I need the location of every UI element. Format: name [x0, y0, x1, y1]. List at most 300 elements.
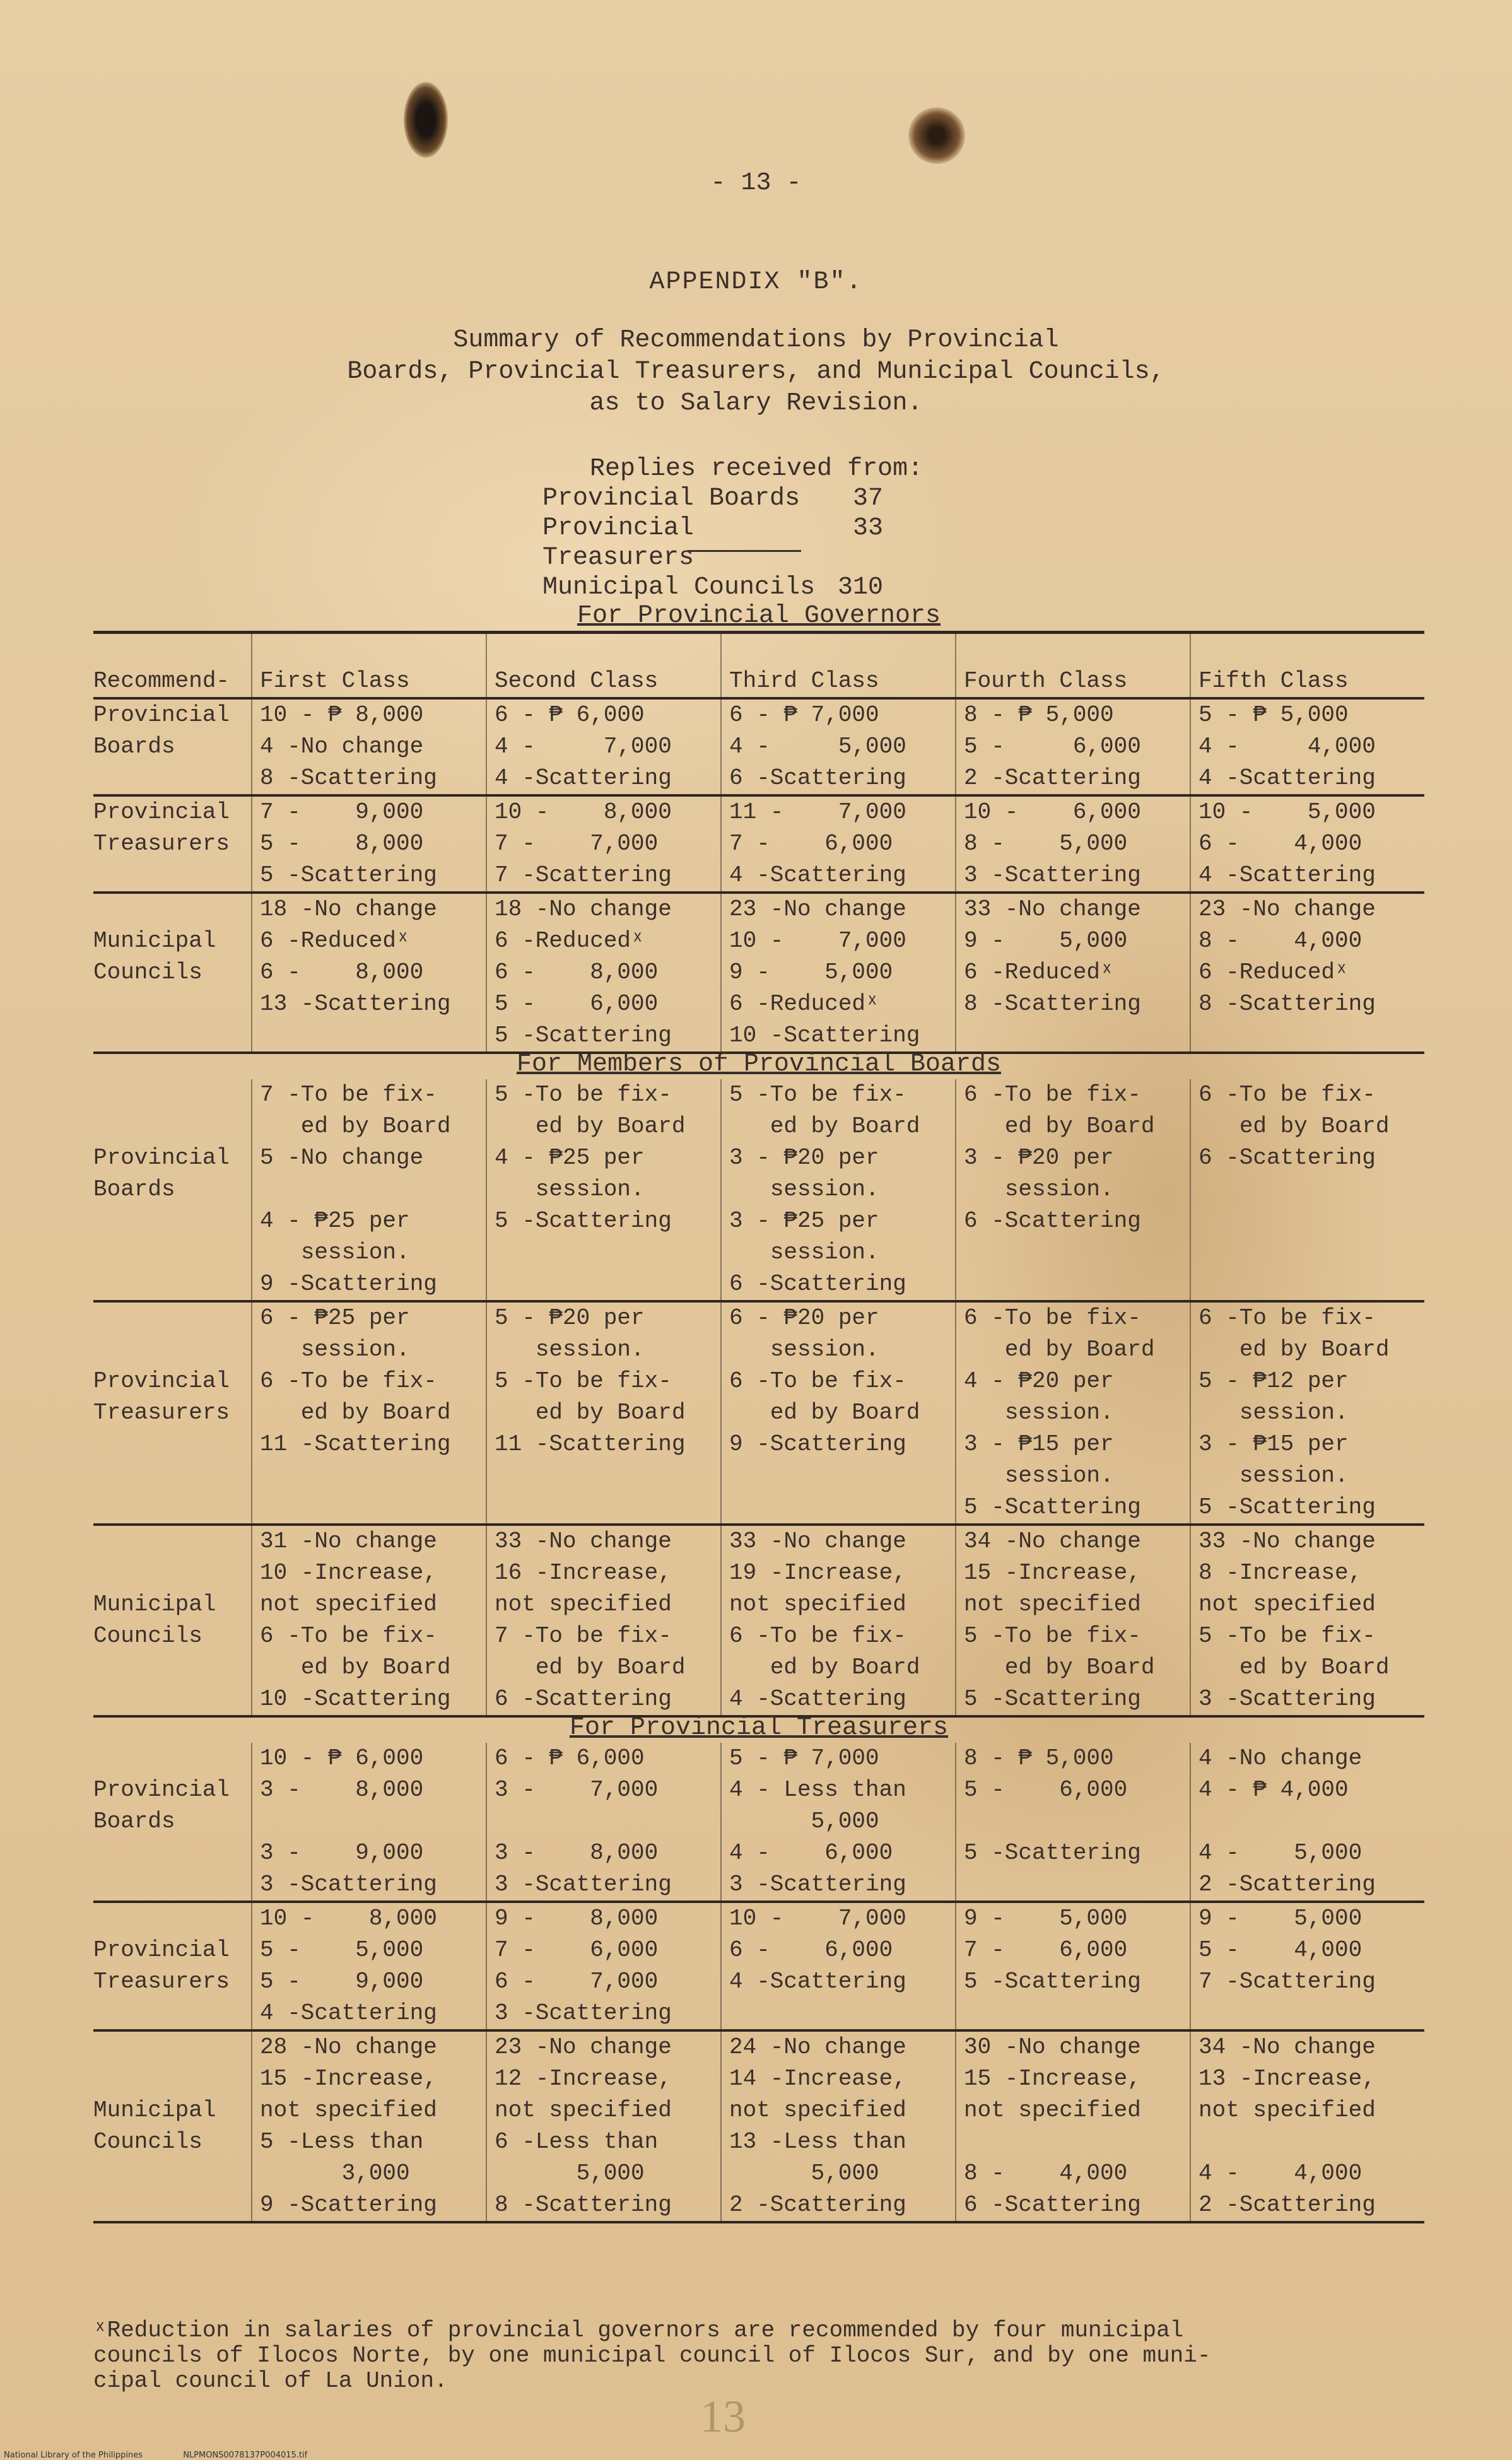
- cell-entry: not specified: [260, 2097, 437, 2123]
- cell-entry: 5 -To be fix-: [495, 1082, 672, 1108]
- cell-entry: 18 -No change: [260, 896, 437, 922]
- cell-entry: 33 -No change: [964, 896, 1141, 922]
- section-title: For Provincial Treasurers: [569, 1714, 949, 1742]
- cell-entry: session.: [1198, 1463, 1349, 1489]
- cell-entry: 13 -Less than: [729, 2129, 906, 2155]
- fifth-class-cell: [1190, 1079, 1424, 1300]
- header-row-label: [93, 634, 251, 697]
- cell-entry: [964, 1268, 1190, 1300]
- summary-line: as to Salary Revision.: [589, 389, 923, 418]
- cell-entry: [964, 2126, 1190, 2158]
- cell-entry: 5 -Scattering: [964, 1686, 1141, 1712]
- cell-entry: 3 - 8,000: [495, 1840, 659, 1866]
- cell-entry: 6 -Reducedˣ: [729, 991, 879, 1017]
- table-row-group: [93, 797, 1424, 894]
- third-class-cell: [720, 797, 955, 891]
- row-label: Provincial Boards: [93, 1145, 230, 1202]
- cell-entry: 4 -No change: [260, 734, 424, 759]
- cell-entry: 5 - ₱12 per: [1198, 1368, 1349, 1394]
- cell-entry: 5 -Scattering: [964, 1969, 1141, 1994]
- row-label: Provincial Boards: [93, 702, 230, 759]
- row-label: Provincial Boards: [93, 1777, 230, 1834]
- cell-entry: 4 -Scattering: [260, 2000, 437, 2026]
- fourth-class-cell: [955, 1743, 1190, 1901]
- cell-entry: ed by Board: [729, 1113, 920, 1139]
- cell-entry: [729, 1998, 955, 2029]
- cell-entry: 2 -Scattering: [729, 2192, 906, 2218]
- table-row-group: [93, 1743, 1424, 1903]
- cell-entry: 8 - ₱ 5,000: [964, 1745, 1114, 1771]
- cell-entry: [260, 1460, 486, 1492]
- replies-label: Provincial Treasurers: [542, 514, 694, 572]
- footnote-line: councils of Ilocos Norte, by one municipal council of Ilocos Sur, and by one muni-: [93, 2343, 1211, 2369]
- cell-entry: ed by Board: [260, 1400, 451, 1426]
- cell-entry: not specified: [964, 1591, 1141, 1617]
- cell-entry: 4 -No change: [1198, 1745, 1363, 1771]
- cell-entry: 13 -Increase,: [1198, 2066, 1376, 2092]
- cell-entry: [1198, 1020, 1424, 1051]
- cell-entry: [729, 1492, 955, 1523]
- cell-entry: 34 -No change: [964, 1528, 1141, 1554]
- cell-entry: 6 -To be fix-: [964, 1305, 1141, 1331]
- cell-entry: 3 -Scattering: [495, 1871, 672, 1897]
- cell-entry: 4 - ₱20 per: [964, 1368, 1114, 1394]
- cell-entry: 5 - 4,000: [1198, 1937, 1363, 1963]
- cell-entry: ed by Board: [495, 1400, 686, 1426]
- credit-library: National Library of the Philippines: [4, 2451, 143, 2460]
- cell-entry: 3 -Scattering: [729, 1871, 906, 1897]
- cell-entry: 6 -Reducedˣ: [495, 928, 645, 954]
- cell-entry: 3 - ₱15 per: [1198, 1431, 1349, 1457]
- cell-entry: 3,000: [260, 2160, 410, 2186]
- cell-entry: 5 -Scattering: [1198, 1494, 1376, 1520]
- cell-entry: 8 - ₱ 5,000: [964, 702, 1114, 728]
- cell-entry: 4 - 6,000: [729, 1840, 893, 1866]
- cell-entry: 6 -Scattering: [729, 1271, 906, 1297]
- cell-entry: not specified: [260, 1591, 437, 1617]
- cell-entry: [729, 1460, 955, 1492]
- table-row-group: [93, 1303, 1424, 1526]
- cell-entry: not specified: [729, 1591, 906, 1617]
- cell-entry: session.: [495, 1337, 645, 1362]
- section-body: [93, 700, 1424, 1054]
- first-class-cell: [251, 797, 486, 891]
- table-row-group: [93, 894, 1424, 1054]
- cell-entry: 5 -Scattering: [495, 1208, 672, 1234]
- cell-entry: 10 - ₱ 6,000: [260, 1745, 424, 1771]
- cell-entry: [495, 1806, 720, 1837]
- cell-entry: 15 -Increase,: [964, 2066, 1141, 2092]
- cell-entry: 6 - 7,000: [495, 1969, 659, 1994]
- cell-entry: 7 - 6,000: [964, 1937, 1128, 1963]
- table-row-group: [93, 700, 1424, 797]
- cell-entry: 6 -Scattering: [964, 1208, 1141, 1234]
- replies-count: 33: [852, 514, 883, 542]
- cell-entry: 5 -Scattering: [495, 1022, 672, 1048]
- cell-entry: 2 -Scattering: [1198, 2192, 1376, 2218]
- cell-entry: [260, 1020, 486, 1051]
- cell-entry: 6 - ₱ 7,000: [729, 702, 879, 728]
- cell-entry: 9 -Scattering: [729, 1431, 906, 1457]
- cell-entry: 6 -To be fix-: [1198, 1082, 1376, 1108]
- header-fourth-class: Fourth Class: [955, 634, 1190, 697]
- third-class-cell: [720, 1526, 955, 1715]
- second-class-cell: [486, 1526, 720, 1715]
- cell-entry: 33 -No change: [1198, 1528, 1376, 1554]
- first-class-cell: [251, 1303, 486, 1523]
- cell-entry: session.: [964, 1400, 1114, 1426]
- cell-entry: 24 -No change: [729, 2034, 906, 2060]
- cell-entry: [964, 1237, 1190, 1268]
- cell-entry: session.: [729, 1239, 879, 1265]
- cell-entry: 8 -Increase,: [1198, 1560, 1363, 1586]
- cell-entry: 4 -Scattering: [729, 1969, 906, 1994]
- fourth-class-cell: [955, 700, 1190, 794]
- cell-entry: 5 -To be fix-: [495, 1368, 672, 1394]
- cell-entry: 9 - 5,000: [964, 928, 1128, 954]
- cell-entry: session.: [260, 1337, 410, 1362]
- cell-entry: 5 - ₱ 5,000: [1198, 702, 1349, 728]
- cell-entry: [964, 1998, 1190, 2029]
- cell-entry: 23 -No change: [495, 2034, 672, 2060]
- cell-entry: [495, 1268, 720, 1300]
- cell-entry: 6 -To be fix-: [260, 1368, 437, 1394]
- cell-entry: [495, 1460, 720, 1492]
- cell-entry: 4 - 5,000: [729, 734, 906, 759]
- footnote-line: cipal council of La Union.: [93, 2368, 448, 2394]
- cell-entry: 4 - 4,000: [1198, 734, 1376, 759]
- cell-entry: 5 -To be fix-: [729, 1082, 906, 1108]
- cell-entry: 14 -Increase,: [729, 2066, 906, 2092]
- cell-entry: 6 -Scattering: [1198, 1145, 1376, 1171]
- cell-entry: not specified: [964, 2097, 1141, 2123]
- cell-entry: 3 - ₱25 per: [729, 1208, 879, 1234]
- header-third-class: Third Class: [720, 634, 955, 697]
- header-fifth-class: Fifth Class: [1190, 634, 1424, 697]
- row-label: Municipal Councils: [93, 2097, 216, 2155]
- cell-entry: 5 - 6,000: [964, 734, 1141, 759]
- cell-entry: 4 -Scattering: [729, 1686, 906, 1712]
- cell-entry: [495, 1237, 720, 1268]
- cell-entry: session.: [729, 1337, 879, 1362]
- fourth-class-cell: [955, 2032, 1190, 2221]
- row-label: Provincial Treasurers: [93, 1368, 230, 1426]
- cell-entry: 6 -Reducedˣ: [260, 928, 410, 954]
- cell-entry: ed by Board: [1198, 1337, 1390, 1362]
- third-class-cell: [720, 1743, 955, 1901]
- cell-entry: 9 -Scattering: [260, 1271, 437, 1297]
- cell-entry: 5 -Scattering: [964, 1494, 1141, 1520]
- cell-entry: 5 -No change: [260, 1145, 424, 1171]
- cell-entry: 6 -Scattering: [729, 765, 906, 791]
- cell-entry: ed by Board: [729, 1655, 920, 1680]
- cell-entry: 8 -Scattering: [1198, 991, 1376, 1017]
- cell-entry: 13 -Scattering: [260, 991, 451, 1017]
- cell-entry: [1198, 1205, 1424, 1237]
- cell-entry: 19 -Increase,: [729, 1560, 906, 1586]
- cell-entry: 6 - 4,000: [1198, 831, 1363, 857]
- replies-block: [542, 454, 923, 602]
- cell-entry: 6 - ₱25 per: [260, 1305, 410, 1331]
- cell-entry: not specified: [1198, 2097, 1376, 2123]
- first-class-cell: [251, 700, 486, 794]
- cell-entry: [964, 1020, 1190, 1051]
- third-class-cell: [720, 1303, 955, 1523]
- section-body: [93, 1743, 1424, 2223]
- cell-entry: 4 - Less than: [729, 1777, 906, 1803]
- section-body: [93, 1079, 1424, 1718]
- cell-entry: not specified: [495, 2097, 672, 2123]
- cell-entry: [260, 1806, 486, 1837]
- cell-entry: [260, 1492, 486, 1523]
- cell-entry: 7 -Scattering: [1198, 1969, 1376, 1994]
- cell-entry: 3 - 7,000: [495, 1777, 659, 1803]
- cell-entry: [1198, 2126, 1424, 2158]
- third-class-cell: [720, 1903, 955, 2029]
- cell-entry: 6 -Scattering: [495, 1686, 672, 1712]
- cell-entry: 10 - 7,000: [729, 1906, 906, 1931]
- cell-entry: 8 -Scattering: [495, 2192, 672, 2218]
- fourth-class-cell: [955, 1079, 1190, 1300]
- cell-entry: 8 -Scattering: [964, 991, 1141, 1017]
- cell-entry: session.: [964, 1176, 1114, 1202]
- cell-entry: 3 -Scattering: [495, 2000, 672, 2026]
- cell-entry: [495, 1492, 720, 1523]
- second-class-cell: [486, 1743, 720, 1901]
- cell-entry: ed by Board: [964, 1655, 1155, 1680]
- page-number: - 13 -: [710, 169, 802, 197]
- cell-entry: 4 - ₱25 per: [260, 1208, 410, 1234]
- fifth-class-cell: [1190, 797, 1424, 891]
- first-class-cell: [251, 1079, 486, 1300]
- first-class-cell: [251, 2032, 486, 2221]
- cell-entry: [1198, 1998, 1424, 2029]
- footnote-line: ˣReduction in salaries of provincial governors are recommended by four municipal: [93, 2317, 1184, 2343]
- cell-entry: 30 -No change: [964, 2034, 1141, 2060]
- cell-entry: 5 - 9,000: [260, 1969, 424, 1994]
- fifth-class-cell: [1190, 2032, 1424, 2221]
- cell-entry: 18 -No change: [495, 896, 672, 922]
- second-class-cell: [486, 2032, 720, 2221]
- scan-credit: [4, 2451, 345, 2460]
- cell-entry: 33 -No change: [729, 1528, 906, 1554]
- replies-row: [542, 484, 923, 513]
- cell-entry: 5,000: [495, 2160, 645, 2186]
- cell-entry: 15 -Increase,: [260, 2066, 437, 2092]
- cell-entry: 9 - 5,000: [729, 959, 893, 985]
- cell-entry: [1198, 1174, 1424, 1205]
- cell-entry: 4 -Scattering: [1198, 862, 1376, 888]
- credit-file: NLPMONS0078137P004015.tif: [183, 2451, 308, 2460]
- cell-entry: ed by Board: [260, 1113, 451, 1139]
- cell-entry: 6 -To be fix-: [1198, 1305, 1376, 1331]
- cell-entry: 3 - 9,000: [260, 1840, 424, 1866]
- third-class-cell: [720, 894, 955, 1051]
- cell-entry: 31 -No change: [260, 1528, 437, 1554]
- first-class-cell: [251, 1903, 486, 2029]
- divider: [688, 550, 801, 552]
- cell-entry: 3 - ₱15 per: [964, 1431, 1114, 1457]
- cell-entry: 6 - ₱20 per: [729, 1305, 879, 1331]
- cell-entry: 6 -Less than: [495, 2129, 659, 2155]
- cell-entry: 9 -Scattering: [260, 2192, 437, 2218]
- cell-entry: 5 -To be fix-: [1198, 1623, 1376, 1649]
- cell-entry: ed by Board: [495, 1655, 686, 1680]
- cell-entry: ed by Board: [260, 1655, 451, 1680]
- cell-entry: 7 - 7,000: [495, 831, 659, 857]
- cell-entry: [1198, 1237, 1424, 1268]
- table-row-group: [93, 2032, 1424, 2223]
- burn-hole: [908, 107, 965, 164]
- fourth-class-cell: [955, 1303, 1190, 1523]
- cell-entry: 3 - ₱20 per: [729, 1145, 879, 1171]
- cell-entry: 6 - ₱ 6,000: [495, 702, 645, 728]
- cell-entry: 5 -Less than: [260, 2129, 424, 2155]
- fifth-class-cell: [1190, 894, 1424, 1051]
- fifth-class-cell: [1190, 1903, 1424, 2029]
- second-class-cell: [486, 894, 720, 1051]
- replies-title: Replies received from:: [590, 455, 923, 483]
- cell-entry: 10 - 7,000: [729, 928, 906, 954]
- cell-entry: 4 - ₱25 per: [495, 1145, 645, 1171]
- cell-entry: 4 - ₱ 4,000: [1198, 1777, 1349, 1803]
- first-class-cell: [251, 1743, 486, 1901]
- cell-entry: ed by Board: [1198, 1655, 1390, 1680]
- cell-entry: 28 -No change: [260, 2034, 437, 2060]
- cell-entry: session.: [1198, 1400, 1349, 1426]
- cell-entry: session.: [964, 1463, 1114, 1489]
- cell-entry: ed by Board: [964, 1337, 1155, 1362]
- cell-entry: 2 -Scattering: [1198, 1871, 1376, 1897]
- cell-entry: 7 -To be fix-: [495, 1623, 672, 1649]
- replies-count: 310: [837, 573, 883, 602]
- cell-entry: 3 - ₱20 per: [964, 1145, 1114, 1171]
- cell-entry: 4 - 7,000: [495, 734, 672, 759]
- cell-entry: 5 -To be fix-: [964, 1623, 1141, 1649]
- cell-entry: ed by Board: [964, 1113, 1155, 1139]
- cell-entry: 9 - 8,000: [495, 1906, 659, 1931]
- cell-entry: 4 -Scattering: [495, 765, 672, 791]
- cell-entry: session.: [260, 1239, 410, 1265]
- cell-entry: 6 -To be fix-: [729, 1368, 906, 1394]
- fourth-class-cell: [955, 797, 1190, 891]
- cell-entry: 5 -Scattering: [964, 1840, 1141, 1866]
- second-class-cell: [486, 797, 720, 891]
- first-class-cell: [251, 1526, 486, 1715]
- fifth-class-cell: [1190, 1743, 1424, 1901]
- cell-entry: 7 - 6,000: [495, 1937, 659, 1963]
- table-row-group: [93, 1903, 1424, 2032]
- cell-entry: [964, 1869, 1190, 1901]
- cell-entry: 10 - 6,000: [964, 799, 1141, 825]
- cell-entry: [1198, 1268, 1424, 1300]
- cell-entry: ed by Board: [495, 1113, 686, 1139]
- cell-entry: 4 - 4,000: [1198, 2160, 1363, 2186]
- replies-row: [542, 573, 923, 602]
- cell-entry: 3 -Scattering: [1198, 1686, 1376, 1712]
- cell-entry: 23 -No change: [729, 896, 906, 922]
- cell-entry: [964, 1806, 1190, 1837]
- cell-entry: 8 - 5,000: [964, 831, 1128, 857]
- cell-entry: 7 - 9,000: [260, 799, 424, 825]
- footnote: [93, 2318, 1424, 2394]
- cell-entry: 11 -Scattering: [260, 1431, 451, 1457]
- fourth-class-cell: [955, 1526, 1190, 1715]
- table-header: [93, 634, 1424, 700]
- cell-entry: [1198, 1806, 1424, 1837]
- cell-entry: 10 - 8,000: [260, 1906, 437, 1931]
- cell-entry: 5,000: [729, 2160, 879, 2186]
- cell-entry: 6 - 8,000: [260, 959, 424, 985]
- row-label: Provincial Treasurers: [93, 1937, 230, 1994]
- header-text: Recommend-: [93, 668, 230, 694]
- cell-entry: 3 - 8,000: [260, 1777, 424, 1803]
- section-title: For Members of Provincial Boards: [516, 1050, 1002, 1079]
- cell-entry: 8 -Scattering: [260, 765, 437, 791]
- cell-entry: ed by Board: [729, 1400, 920, 1426]
- second-class-cell: [486, 1903, 720, 2029]
- cell-entry: 7 - 6,000: [729, 831, 893, 857]
- row-label: Provincial Treasurers: [93, 799, 230, 857]
- cell-entry: 3 -Scattering: [964, 862, 1141, 888]
- cell-entry: session.: [495, 1176, 645, 1202]
- cell-entry: 6 -Scattering: [964, 2192, 1141, 2218]
- row-label: Municipal Councils: [93, 928, 216, 985]
- cell-entry: 5 - ₱20 per: [495, 1305, 645, 1331]
- second-class-cell: [486, 1303, 720, 1523]
- cell-entry: session.: [729, 1176, 879, 1202]
- cell-entry: 15 -Increase,: [964, 1560, 1141, 1586]
- cell-entry: 6 -To be fix-: [260, 1623, 437, 1649]
- first-class-cell: [251, 894, 486, 1051]
- cell-entry: 7 -Scattering: [495, 862, 672, 888]
- burn-hole: [404, 82, 448, 158]
- third-class-cell: [720, 700, 955, 794]
- second-class-cell: [486, 1079, 720, 1300]
- cell-entry: 11 - 7,000: [729, 799, 906, 825]
- fifth-class-cell: [1190, 700, 1424, 794]
- cell-entry: 10 - ₱ 8,000: [260, 702, 424, 728]
- cell-entry: 5 - ₱ 7,000: [729, 1745, 879, 1771]
- cell-entry: 23 -No change: [1198, 896, 1376, 922]
- cell-entry: 5 - 8,000: [260, 831, 424, 857]
- header-first-class: First Class: [251, 634, 486, 697]
- cell-entry: 5 -Scattering: [260, 862, 437, 888]
- replies-count: 37: [852, 484, 883, 513]
- cell-entry: 34 -No change: [1198, 2034, 1376, 2060]
- cell-entry: 6 - 8,000: [495, 959, 659, 985]
- summary-line: Summary of Recommendations by Provincial: [453, 326, 1059, 354]
- cell-entry: 9 - 5,000: [1198, 1906, 1363, 1931]
- cell-entry: ed by Board: [1198, 1113, 1390, 1139]
- cell-entry: 6 -Reducedˣ: [1198, 959, 1349, 985]
- appendix-title: APPENDIX "B".: [649, 268, 863, 296]
- fifth-class-cell: [1190, 1526, 1424, 1715]
- summary-heading: [0, 325, 1512, 419]
- cell-entry: 10 - 5,000: [1198, 799, 1376, 825]
- cell-entry: 5 - 6,000: [495, 991, 659, 1017]
- row-label: Municipal Councils: [93, 1591, 216, 1649]
- cell-entry: 8 - 4,000: [1198, 928, 1363, 954]
- cell-entry: 10 -Scattering: [260, 1686, 451, 1712]
- cell-entry: 4 -Scattering: [729, 862, 906, 888]
- replies-label: Municipal Councils: [542, 573, 816, 602]
- fourth-class-cell: [955, 1903, 1190, 2029]
- summary-line: Boards, Provincial Treasurers, and Municipal Councils,: [347, 358, 1165, 386]
- cell-entry: [260, 1174, 486, 1205]
- third-class-cell: [720, 2032, 955, 2221]
- cell-entry: 6 - ₱ 6,000: [495, 1745, 645, 1771]
